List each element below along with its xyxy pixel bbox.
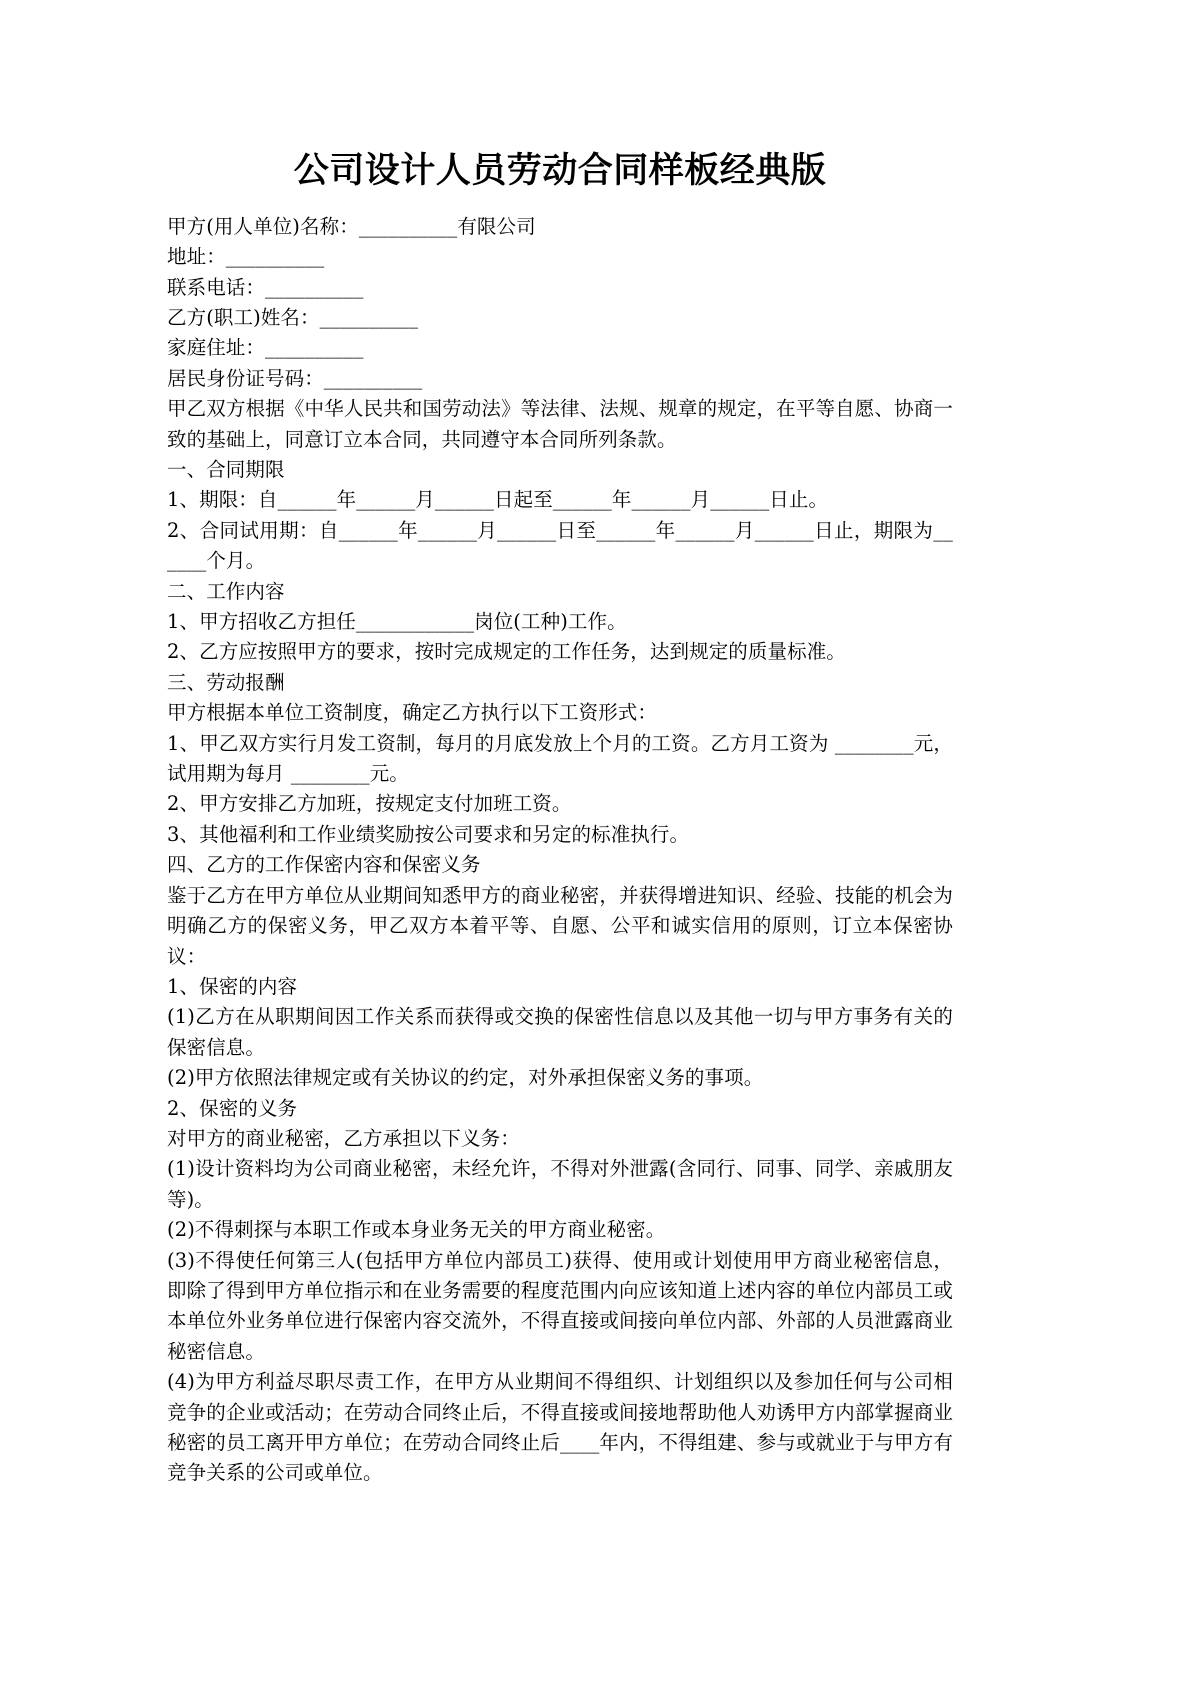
heading-labor-compensation: 三、劳动报酬 [167,670,285,694]
paragraph-preamble: 甲乙双方根据《中华人民共和国劳动法》等法律、法规、规章的规定，在平等自愿、协商一致的基础上，同意订立本合同，共同遵守本合同所列条款。 [167,397,953,451]
paragraph-work-2: 2、乙方应按照甲方的要求，按时完成规定的工作任务，达到规定的质量标准。 [167,640,846,664]
paragraph-party-a-address: 地址：__________ [167,245,325,269]
paragraph-term-1: 1、期限：自______年______月______日起至______年______月______日止。 [167,488,829,512]
paragraph-party-a-phone: 联系电话：__________ [167,275,364,299]
paragraph-term-2: 2、合同试用期：自______年______月______日至______年______月______日止，期限为______个月。 [167,518,953,573]
paragraph-secrecy-intro: 鉴于乙方在甲方单位从业期间知悉甲方的商业秘密，并获得增进知识、经验、技能的机会为明确乙方的保密义务，甲乙双方本着平等、自愿、公平和诚实信用的原则，订立本保密协议： [167,883,953,968]
paragraph-secrecy-1-1: (1)乙方在从职期间因工作关系而获得或交换的保密性信息以及其他一切与甲方事务有关的保密信息。 [167,1005,953,1059]
paragraph-party-b-address: 家庭住址：__________ [167,336,364,360]
paragraph-party-b-id: 居民身份证号码：__________ [167,366,423,390]
paragraph-secrecy-2-1: (1)设计资料均为公司商业秘密，未经允许，不得对外泄露(含同行、同事、同学、亲戚朋友等)。 [167,1157,953,1211]
heading-contract-term: 一、合同期限 [167,458,285,481]
heading-secrecy-duty: 2、保密的义务 [167,1096,298,1120]
document-content [167,0,953,1489]
paragraph-secrecy-2-4: (4)为甲方利益尽职尽责工作，在甲方从业期间不得组织、计划组织以及参加任何与公司相竞争的企业或活动；在劳动合同终止后，不得直接或间接地帮助他人劝诱甲方内部掌握商业秘密的员工离开甲方单位；在劳动合同终止后____年内，不得组建、参与或就业于与甲方有竞争关系的公司或单位。 [167,1370,953,1485]
paragraph-secrecy-1-2: (2)甲方依照法律规定或有关协议的约定，对外承担保密义务的事项。 [167,1066,764,1090]
document-body [167,212,953,1489]
paragraph-secrecy-2-3: (3)不得使任何第三人(包括甲方单位内部员工)获得、使用或计划使用甲方商业秘密信息，即除了得到甲方单位指示和在业务需要的程度范围内向应该知道上述内容的单位内部员工或本单位外业务单位进行保密内容交流外，不得直接或间接向单位内部、外部的人员泄露商业秘密信息。 [167,1248,953,1363]
paragraph-work-1: 1、甲方招收乙方担任____________岗位(工种)工作。 [167,610,627,634]
paragraph-secrecy-2-intro: 对甲方的商业秘密，乙方承担以下义务： [167,1126,520,1150]
paragraph-pay-3: 3、其他福利和工作业绩奖励按公司要求和另定的标准执行。 [167,822,690,846]
heading-confidentiality: 四、乙方的工作保密内容和保密义务 [167,853,481,877]
paragraph-pay-2: 2、甲方安排乙方加班，按规定支付加班工资。 [167,792,572,816]
paragraph-secrecy-2-2: (2)不得刺探与本职工作或本身业务无关的甲方商业秘密。 [167,1218,666,1242]
heading-secrecy-content: 1、保密的内容 [167,974,298,998]
paragraph-party-a-name: 甲方(用人单位)名称：__________有限公司 [167,214,536,238]
paragraph-party-b-name: 乙方(职工)姓名：__________ [167,305,419,329]
page-title: 公司设计人员劳动合同样板经典版 [293,151,827,191]
heading-work-content: 二、工作内容 [167,579,285,603]
paragraph-pay-intro: 甲方根据本单位工资制度，确定乙方执行以下工资形式： [167,701,658,725]
paragraph-pay-1: 1、甲乙双方实行月发工资制，每月的月底发放上个月的工资。乙方月工资为 ________元，试用期为每月 ________元。 [167,731,953,786]
